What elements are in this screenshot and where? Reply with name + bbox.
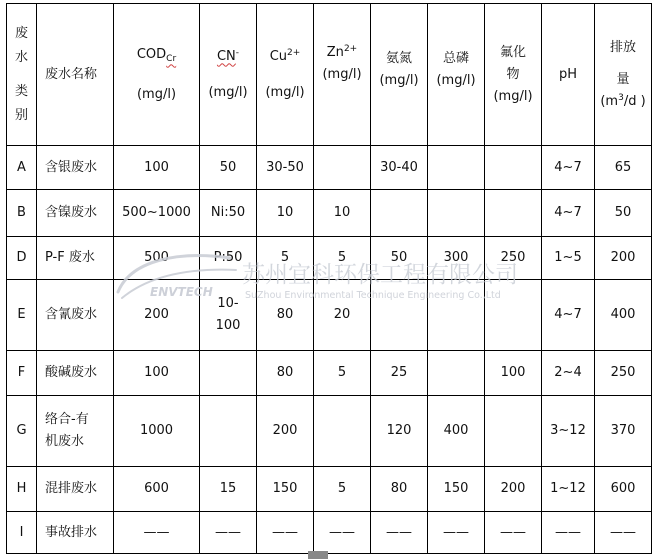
cell-ammonia: 120 xyxy=(371,396,428,467)
header-ammonia-label: 氨氮 xyxy=(385,50,412,66)
cell-category: B xyxy=(7,190,37,237)
unit-sup: 3 xyxy=(618,92,624,103)
cell-ph: 3~12 xyxy=(542,396,595,467)
cell-cod: 100 xyxy=(114,146,200,190)
cell-category: E xyxy=(7,280,37,351)
cell-phosphorus: 400 xyxy=(428,396,485,467)
header-ammonia xyxy=(371,4,428,146)
watermark-company-cn: 苏州宜科环保工程有限公司 xyxy=(242,262,518,288)
header-cod xyxy=(114,4,200,146)
unit-post: /d ) xyxy=(623,93,646,109)
cell-ammonia xyxy=(371,190,428,237)
cell-name: 事故排水 xyxy=(37,512,114,554)
document-page xyxy=(6,3,651,553)
cell-cu: 5 xyxy=(257,237,314,280)
header-category-char: 废 xyxy=(14,25,28,41)
zn-sup: 2+ xyxy=(343,43,358,54)
cell-cod: 500 xyxy=(114,237,200,280)
cell-name: P-F 废水 xyxy=(37,237,114,280)
cell-ph: 2~4 xyxy=(542,351,595,396)
cell-cn: —— xyxy=(200,512,257,554)
cell-phosphorus: 150 xyxy=(428,467,485,512)
header-fluoride xyxy=(485,4,542,146)
header-fluoride-label: 氟化 xyxy=(499,44,526,60)
cell-phosphorus xyxy=(428,190,485,237)
cell-cu: 30-50 xyxy=(257,146,314,190)
cell-zn xyxy=(314,396,371,467)
watermark-company-en: SuZhou Environmental Technique Engineering Co.,Ltd xyxy=(245,290,501,301)
header-category-char: 水 xyxy=(14,49,28,65)
cell-cn: Ni:50 xyxy=(200,190,257,237)
cell-phosphorus: 300 xyxy=(428,237,485,280)
header-category-char: 类 xyxy=(14,83,28,99)
cell-cu: 150 xyxy=(257,467,314,512)
cell-cn xyxy=(200,280,257,351)
spacer xyxy=(428,92,484,102)
header-cu-unit: (mg/l) xyxy=(265,84,305,100)
cell-ammonia: —— xyxy=(371,512,428,554)
cell-category: D xyxy=(7,237,37,280)
cell-ph: 4~7 xyxy=(542,280,595,351)
cell-cn-line-2: 100 xyxy=(215,318,241,333)
cell-ph: 4~7 xyxy=(542,190,595,237)
unit-pre: (m xyxy=(600,93,619,109)
table-row xyxy=(7,237,652,280)
cell-ph: 1~5 xyxy=(542,237,595,280)
cell-cu: 200 xyxy=(257,396,314,467)
cell-discharge: 400 xyxy=(595,280,652,351)
header-discharge-unit xyxy=(595,91,651,113)
cell-fluoride xyxy=(485,146,542,190)
cell-cu: —— xyxy=(257,512,314,554)
cell-name: 含银废水 xyxy=(37,146,114,190)
header-cu-label xyxy=(257,46,313,68)
cell-ph: 4~7 xyxy=(542,146,595,190)
cell-name: 含镍废水 xyxy=(37,190,114,237)
cell-fluoride: 100 xyxy=(485,351,542,396)
header-fluoride-label-2: 物 xyxy=(506,66,520,82)
cell-cod: 600 xyxy=(114,467,200,512)
cell-discharge: 200 xyxy=(595,237,652,280)
cell-cu: 10 xyxy=(257,190,314,237)
header-zn xyxy=(314,4,371,146)
cell-name xyxy=(37,396,114,467)
cell-cn xyxy=(200,351,257,396)
cell-category: H xyxy=(7,467,37,512)
header-phosphorus-label: 总磷 xyxy=(442,50,469,66)
zn-main: Zn xyxy=(326,44,344,60)
cell-phosphorus xyxy=(428,351,485,396)
cell-zn: 10 xyxy=(314,190,371,237)
header-phosphorus-unit: (mg/l) xyxy=(436,72,476,88)
cell-category: F xyxy=(7,351,37,396)
cell-phosphorus xyxy=(428,280,485,351)
header-cod-label xyxy=(114,44,199,70)
cell-name-line-2: 机废水 xyxy=(45,434,85,449)
header-cn-unit: (mg/l) xyxy=(208,84,248,100)
cell-fluoride xyxy=(485,280,542,351)
cod-sub: Cr xyxy=(166,53,177,64)
cell-discharge: 370 xyxy=(595,396,652,467)
header-row xyxy=(7,4,652,146)
header-discharge-label-2: 量 xyxy=(616,71,630,87)
cell-zn xyxy=(314,146,371,190)
cell-ammonia: 80 xyxy=(371,467,428,512)
header-cu xyxy=(257,4,314,146)
cell-cn xyxy=(200,396,257,467)
cell-zn: 5 xyxy=(314,351,371,396)
cell-fluoride: —— xyxy=(485,512,542,554)
header-discharge-label: 排放 xyxy=(609,39,636,55)
table-row xyxy=(7,467,652,512)
header-cod-unit: (mg/l) xyxy=(136,86,177,102)
spacer xyxy=(200,68,256,82)
spacer xyxy=(314,86,370,108)
header-ph: pH xyxy=(542,4,595,146)
page-edge-mark xyxy=(308,551,328,559)
cu-main: Cu xyxy=(269,48,288,64)
cell-cu: 80 xyxy=(257,280,314,351)
cell-zn: 5 xyxy=(314,237,371,280)
cell-zn: —— xyxy=(314,512,371,554)
cell-ammonia: 50 xyxy=(371,237,428,280)
cell-name: 含氰废水 xyxy=(37,280,114,351)
cell-cu: 80 xyxy=(257,351,314,396)
cell-cn-line: 10- xyxy=(217,296,239,311)
table-row xyxy=(7,146,652,190)
header-zn-label xyxy=(314,42,370,64)
table-row xyxy=(7,396,652,467)
header-phosphorus xyxy=(428,4,485,146)
header-cn-label xyxy=(200,46,256,68)
cell-ammonia: 25 xyxy=(371,351,428,396)
cell-discharge: 50 xyxy=(595,190,652,237)
cell-cn: 15 xyxy=(200,467,257,512)
cell-cod: 1000 xyxy=(114,396,200,467)
cell-cod: —— xyxy=(114,512,200,554)
cell-discharge: 65 xyxy=(595,146,652,190)
cell-zn: 20 xyxy=(314,280,371,351)
spacer xyxy=(257,68,313,82)
cell-cod: 500~1000 xyxy=(114,190,200,237)
cu-sup: 2+ xyxy=(287,47,301,58)
cell-cn: P:50 xyxy=(200,237,257,280)
table-row xyxy=(7,190,652,237)
header-cn xyxy=(200,4,257,146)
cell-name: 混排废水 xyxy=(37,467,114,512)
cell-discharge: —— xyxy=(595,512,652,554)
wastewater-table xyxy=(6,3,652,554)
cell-fluoride: 250 xyxy=(485,237,542,280)
cell-category: G xyxy=(7,396,37,467)
table-row xyxy=(7,512,652,554)
cell-name: 酸碱废水 xyxy=(37,351,114,396)
cell-cn: 50 xyxy=(200,146,257,190)
watermark-logo-text: ENVTECH xyxy=(150,285,213,299)
cell-discharge: 250 xyxy=(595,351,652,396)
header-category-char: 别 xyxy=(14,107,28,123)
cell-ph: —— xyxy=(542,512,595,554)
cn-main: CN xyxy=(216,48,236,64)
cell-name-line: 络合-有 xyxy=(45,412,89,427)
cell-fluoride: 200 xyxy=(485,467,542,512)
cell-category: A xyxy=(7,146,37,190)
header-discharge xyxy=(595,4,652,146)
table-row xyxy=(7,351,652,396)
header-ammonia-unit: (mg/l) xyxy=(379,72,419,88)
cell-phosphorus xyxy=(428,146,485,190)
cn-sup: - xyxy=(235,47,240,58)
cell-phosphorus: —— xyxy=(428,512,485,554)
cell-fluoride xyxy=(485,396,542,467)
cell-cod: 100 xyxy=(114,351,200,396)
cell-zn: 5 xyxy=(314,467,371,512)
header-zn-unit: (mg/l) xyxy=(322,66,362,82)
spacer xyxy=(371,92,427,102)
spacer xyxy=(114,70,199,84)
cell-discharge: 600 xyxy=(595,467,652,512)
cell-ph: 1~12 xyxy=(542,467,595,512)
header-category xyxy=(7,4,37,146)
cell-category: I xyxy=(7,512,37,554)
table-row xyxy=(7,280,652,351)
header-fluoride-unit: (mg/l) xyxy=(493,88,533,104)
cell-cod: 200 xyxy=(114,280,200,351)
header-name: 废水名称 xyxy=(37,4,114,146)
cell-fluoride xyxy=(485,190,542,237)
cod-main: COD xyxy=(136,46,167,62)
cell-ammonia: 30-40 xyxy=(371,146,428,190)
cell-ammonia xyxy=(371,280,428,351)
spacer xyxy=(595,59,651,69)
